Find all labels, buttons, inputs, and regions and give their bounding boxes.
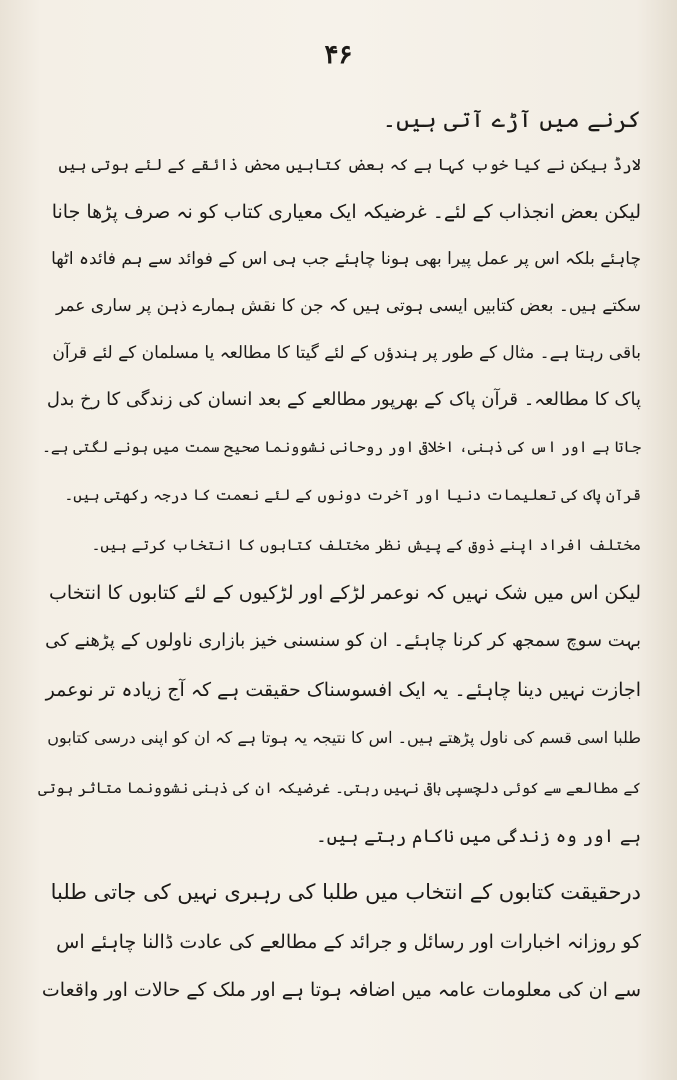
text-line: اجازت نہیں دینا چاہئے۔ یہ ایک افسوسناک حقیقت ہے کہ آج زیادہ تر نوعمر <box>45 679 641 701</box>
text-line: ہے اور وہ زندگی میں ناکام رہتے ہیں۔ <box>316 826 641 847</box>
text-line: کے مطالعے سے کوئی دلچسپی باقی نہیں رہتی۔ غرضیکہ ان کی ذہنی نشوونما متاثر ہوتی <box>38 779 641 797</box>
page-number: ۴۶ <box>324 40 353 70</box>
text-line: جاتا ہے اور اس کی ذہنی، اخلاقی اور روحانی نشوونما صحیح سمت میں ہونے لگتی ہے۔ <box>42 438 641 456</box>
text-line: قرآن پاک کی تعلیمات دنیا اور آخرت دونوں کے لئے نعمت کا درجہ رکھتی ہیں۔ <box>64 486 641 504</box>
text-line: باقی رہتا ہے۔ مثال کے طور پر ہندؤں کے لئے گیتا کا مطالعہ یا مسلمان کے لئے قرآن <box>52 343 641 363</box>
text-line: چاہئے بلکہ اس پر عمل پیرا بھی ہونا چاہئے جب ہی اس کے فوائد سے ہم فائدہ اٹھا <box>51 249 641 269</box>
text-line: لارڈ بیکن نے کیا خوب کہا ہے کہ بعض کتابیں محض ذائقے کے لئے ہوتی ہیں <box>58 155 641 174</box>
text-line: طلبا اسی قسم کی ناول پڑھتے ہیں۔ اس کا نتیجہ یہ ہوتا ہے کہ ان کو اپنی درسی کتابوں <box>47 728 641 747</box>
text-line: درحقیقت کتابوں کے انتخاب میں طلبا کی رہبری نہیں کی جاتی طلبا <box>50 880 641 904</box>
text-line: لیکن بعض انجذاب کے لئے۔ غرضیکہ ایک معیاری کتاب کو نہ صرف پڑھا جانا <box>51 201 641 223</box>
text-line: بہت سوچ سمجھ کر کرنا چاہئے۔ ان کو سنسنی خیز بازاری ناولوں کے پڑھنے کی <box>45 630 641 651</box>
text-line: کو روزانہ اخبارات اور رسائل و جرائد کے مطالعے کی عادت ڈالنا چاہئے اس <box>56 931 641 953</box>
text-line: سکتے ہیں۔ بعض کتابیں ایسی ہوتی ہیں کہ جن کا نقش ہمارے ذہن پر ساری عمر <box>56 296 641 316</box>
text-line: پاک کا مطالعہ۔ قرآن پاک کے بھرپور مطالعے کے بعد انسان کی زندگی کا رخ بدل <box>46 389 641 410</box>
text-line: لیکن اس میں شک نہیں کہ نوعمر لڑکے اور لڑکیوں کے لئے کتابوں کا انتخاب <box>49 582 641 604</box>
text-line: کرنے میں آڑے آتی ہیں۔ <box>382 107 641 133</box>
text-line: مختلف افراد اپنے ذوق کے پیش نظر مختلف کتابوں کا انتخاب کرتے ہیں۔ <box>91 536 641 554</box>
text-line: سے ان کی معلومات عامہ میں اضافہ ہوتا ہے اور ملک کے حالات اور واقعات <box>41 979 641 1001</box>
